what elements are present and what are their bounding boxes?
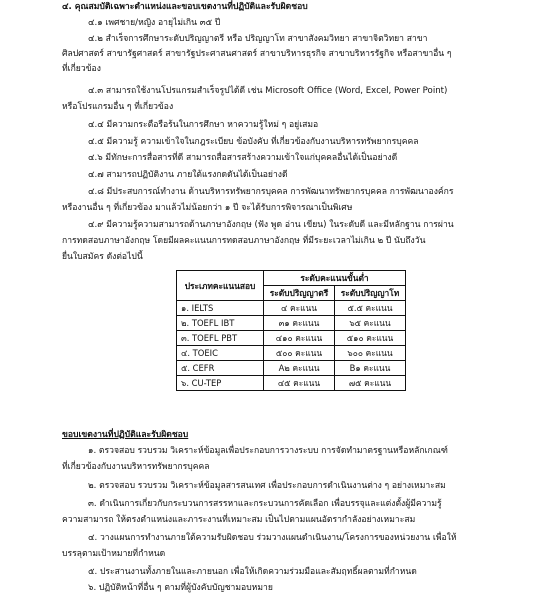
table-row xyxy=(177,361,406,376)
qualification-item: ๔.๔ มีความกระตือรือร้นในการศึกษา หาความรู้ใหม่ ๆ อยู่เสมอ xyxy=(88,120,319,130)
scope-item-cont: ที่เกี่ยวข้องกับงานบริหารทรัพยากรบุคคล xyxy=(62,462,210,472)
qualification-item: ๔.๘ มีประสบการณ์ทำงาน ด้านบริหารทรัพยากรบุคคล การพัฒนาทรัพยากรบุคคล การพัฒนาองค์กร xyxy=(88,187,454,197)
test-name: ๒. TOEFL IBT xyxy=(177,316,264,331)
bachelor-score: ๔๕ คะแนน xyxy=(264,376,335,391)
scope-item-cont: บรรลุตามเป้าหมายที่กำหนด xyxy=(62,549,166,559)
column-header-min-score: ระดับคะแนนขั้นต่ำ xyxy=(264,271,406,286)
qualification-item-cont: การทดสอบภาษาอังกฤษ โดยมีผลคะแนนการทดสอบภาษาอังกฤษ ที่มีระยะเวลาไม่เกิน ๒ ปี นับถึงวัน xyxy=(62,236,426,246)
column-header-test-type: ประเภทคะแนนสอบ xyxy=(177,271,264,301)
qualification-item: ๔.๗ สามารถปฏิบัติงาน ภายใต้แรงกดดันได้เป็นอย่างดี xyxy=(88,170,288,180)
table-row xyxy=(177,376,406,391)
scope-item: ๑. ตรวจสอบ รวบรวม วิเคราะห์ข้อมูลเพื่อประกอบการวางระบบ การจัดทำมาตรฐานหรือหลักเกณฑ์ xyxy=(88,446,448,456)
master-score: ๖๕ คะแนน xyxy=(335,316,406,331)
scope-item: ๖. ปฏิบัติหน้าที่อื่น ๆ ตามที่ผู้บังคับบัญชามอบหมาย xyxy=(88,583,273,593)
test-name: ๓. TOEFL PBT xyxy=(177,331,264,346)
master-score: ๗๕ คะแนน xyxy=(335,376,406,391)
master-score: B๑ คะแนน xyxy=(335,361,406,376)
bachelor-score: A๒ คะแนน xyxy=(264,361,335,376)
test-name: ๔. TOEIC xyxy=(177,346,264,361)
qualification-item: ๔.๒ สำเร็จการศึกษาระดับปริญญาตรี หรือ ปริญญาโท สาขาสังคมวิทยา สาขาจิตวิทยา สาขา xyxy=(88,34,428,44)
test-name: ๕. CEFR xyxy=(177,361,264,376)
column-header-master: ระดับปริญญาโท xyxy=(335,286,406,301)
bachelor-score: ๔ คะแนน xyxy=(264,301,335,316)
scope-heading: ขอบเขตงานที่ปฏิบัติและรับผิดชอบ xyxy=(62,430,189,440)
qualification-item: ๔.๕ มีความรู้ ความเข้าใจในกฎระเบียบ ข้อบังคับ ที่เกี่ยวข้องกับงานบริหารทรัพยากรบุคคล xyxy=(88,137,419,147)
table-row xyxy=(177,346,406,361)
scope-item: ๔. วางแผนการทำงานภายใต้ความรับผิดชอบ ร่วมวางแผนดำเนินงาน/โครงการของหน่วยงาน เพื่อให้ xyxy=(88,533,457,543)
master-score: ๕.๕ คะแนน xyxy=(335,301,406,316)
scope-item: ๒. ตรวจสอบ รวบรวม วิเคราะห์ข้อมูลสารสนเทศ เพื่อประกอบการดำเนินงานต่าง ๆ อย่างเหมาะสม xyxy=(88,481,446,491)
master-score: ๖๐๐ คะแนน xyxy=(335,346,406,361)
bachelor-score: ๓๑ คะแนน xyxy=(264,316,335,331)
scope-item-cont: ความสามารถ ให้ตรงตำแหน่งและภาระงานที่เหมาะสม เป็นไปตามแผนอัตรากำลังอย่างเหมาะสม xyxy=(62,515,416,525)
qualification-item-cont: หรืองานอื่น ๆ ที่เกี่ยวข้อง มาแล้วไม่น้อยกว่า ๑ ปี จะได้รับการพิจารณาเป็นพิเศษ xyxy=(62,203,353,213)
bachelor-score: ๕๐๐ คะแนน xyxy=(264,346,335,361)
qualification-item: ๔.๙ มีความรู้ความสามารถด้านภาษาอังกฤษ (ฟัง พูด อ่าน เขียน) ในระดับดี และมีหลักฐาน การผ่าน xyxy=(88,220,454,230)
column-header-bachelor: ระดับปริญญาตรี xyxy=(264,286,335,301)
master-score: ๕๑๐ คะแนน xyxy=(335,331,406,346)
qualification-item: ๔.๓ สามารถใช้งานโปรแกรมสำเร็จรูปได้ดี เช่น Microsoft Office (Word, Excel, Power Point) xyxy=(88,86,448,96)
qualification-item: ๔.๑ เพศชาย/หญิง อายุไม่เกิน ๓๕ ปี xyxy=(88,18,221,28)
qualification-item-cont: ศิลปศาสตร์ สาขารัฐศาสตร์ สาขารัฐประศาสนศาสตร์ สาขาบริหารธุรกิจ สาขาบริหารรัฐกิจ หรือสาขาอื่น ๆ xyxy=(62,49,452,59)
test-name: ๖. CU-TEP xyxy=(177,376,264,391)
test-name: ๑. IELTS xyxy=(177,301,264,316)
bachelor-score: ๔๑๐ คะแนน xyxy=(264,331,335,346)
section-heading: ๔. คุณสมบัติเฉพาะตำแหน่งและขอบเขตงานที่ปฏิบัติและรับผิดชอบ xyxy=(62,2,308,12)
scope-item: ๓. ดำเนินการเกี่ยวกับกระบวนการสรรหาและกระบวนการคัดเลือก เพื่อบรรจุและแต่งตั้งผู้มีความรู้ xyxy=(88,499,442,509)
qualification-item: ๔.๖ มีทักษะการสื่อสารที่ดี สามารถสื่อสารสร้างความเข้าใจแก่บุคคลอื่นได้เป็นอย่างดี xyxy=(88,153,398,163)
qualification-item-cont: ที่เกี่ยวข้อง xyxy=(62,64,101,74)
qualification-item-cont: ยื่นใบสมัคร ดังต่อไปนี้ xyxy=(62,252,143,262)
table-row xyxy=(177,331,406,346)
table-row xyxy=(177,316,406,331)
qualification-item-cont: หรือโปรแกรมอื่น ๆ ที่เกี่ยวข้อง xyxy=(62,102,174,112)
english-score-table xyxy=(176,270,406,391)
table-row xyxy=(177,301,406,316)
scope-item: ๕. ประสานงานทั้งภายในและภายนอก เพื่อให้เกิดความร่วมมือและสัมฤทธิ์ผลตามที่กำหนด xyxy=(88,567,417,577)
